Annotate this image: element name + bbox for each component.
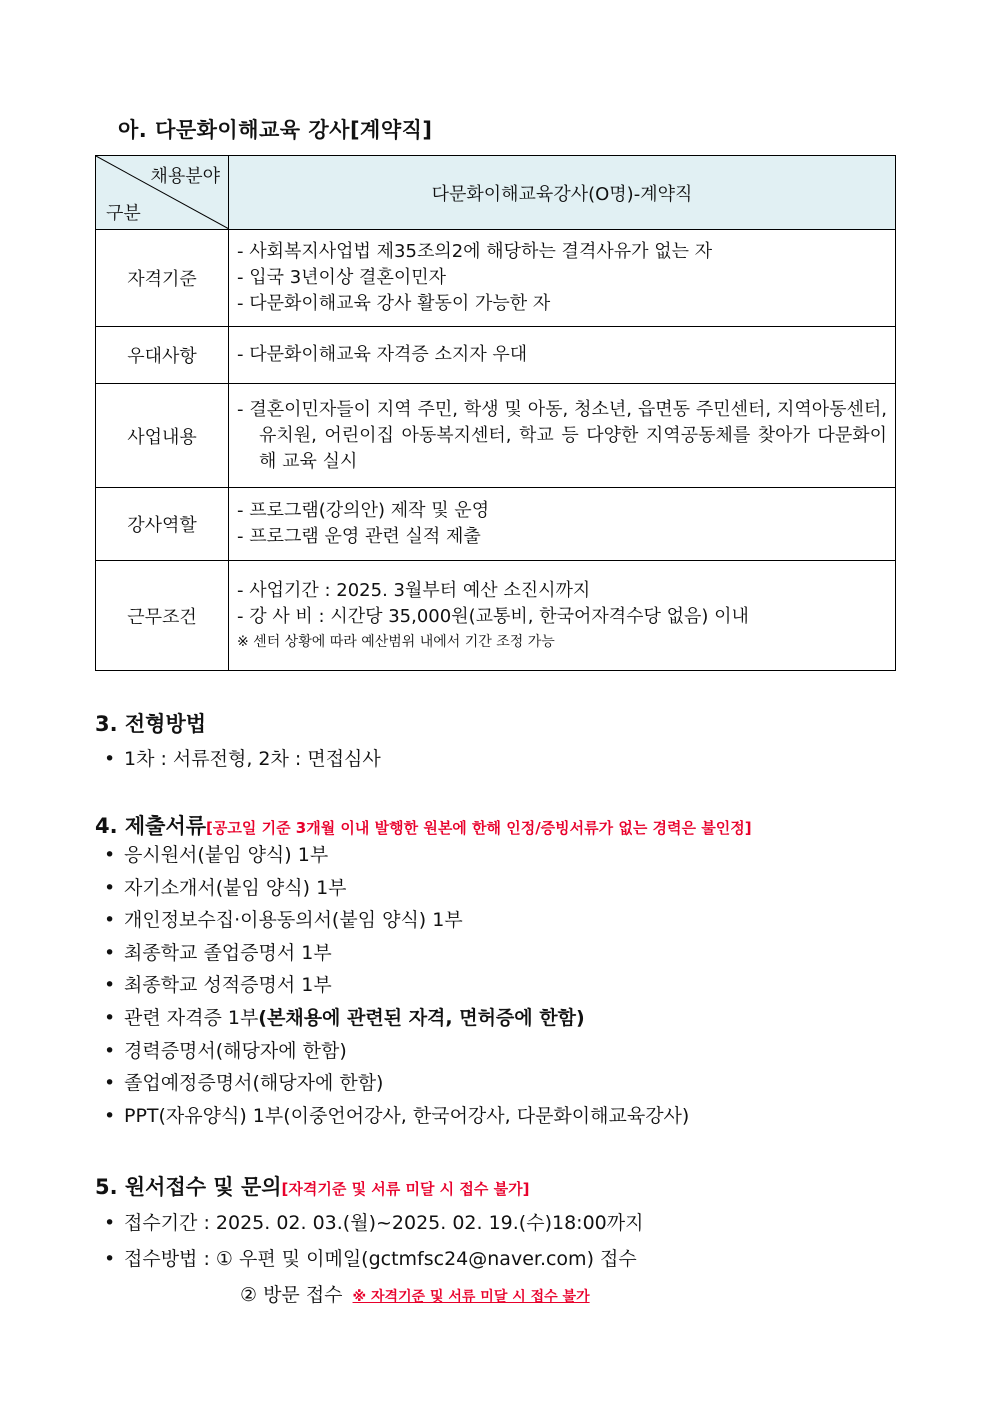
list-item: • 접수방법 : ① 우편 및 이메일(gctmfsc24@naver.com) 접수 [104,1248,637,1270]
section4-note: [공고일 기준 3개월 이내 발행한 원본에 한해 인정/증빙서류가 없는 경력은 불인정] [206,819,752,837]
row-content-preference [229,327,896,384]
header-field-label: 채용분야 [150,166,220,187]
list-item: • 1차 : 서류전형, 2차 : 면접심사 [104,748,381,770]
header-diagonal-cell [96,156,229,230]
conditions-line: - 사업기간 : 2025. 3월부터 예산 소진시까지 [237,579,591,601]
row-content-conditions [229,561,896,671]
role-line: - 프로그램 운영 관련 실적 제출 [237,526,481,547]
row-label-business: 사업내용 [96,384,229,488]
row-content-qualification [229,230,896,327]
list-item: • 졸업예정증명서(해당자에 한함) [104,1072,384,1094]
license-note: (본채용에 관련된 자격, 면허증에 한함) [258,1007,585,1029]
row-label-conditions: 근무조건 [96,561,229,671]
section5-title: 5. 원서접수 및 문의[자격기준 및 서류 미달 시 접수 불가] [95,1175,530,1199]
section-a-title: 아. 다문화이해교육 강사[계약직] [118,118,433,142]
business-text: - 결혼이민자들이 지역 주민, 학생 및 아동, 청소년, 읍면동 주민센터, 지역아동센터, 유치원, 어린이집 아동복지센터, 학교 등 다양한 지역공동체를 찾아가 다문화이해 교육 실시 [237,398,887,472]
section3-title: 3. 전형방법 [95,712,207,736]
list-item: • PPT(자유양식) 1부(이중언어강사, 한국어강사, 다문화이해교육강사) [104,1105,690,1127]
method-warning: ※ 자격기준 및 서류 미달 시 접수 불가 [352,1289,590,1305]
section4-title: 4. 제출서류[공고일 기준 3개월 이내 발행한 원본에 한해 인정/증빙서류가 없는 경력은 불인정] [95,814,752,838]
list-item: • 개인정보수집·이용동의서(붙임 양식) 1부 [104,909,463,931]
role-line: - 프로그램(강의안) 제작 및 운영 [237,500,490,521]
row-content-role [229,488,896,561]
recruitment-table [95,155,896,671]
row-label-role: 강사역할 [96,488,229,561]
header-field-value: 다문화이해교육강사(O명)-계약직 [229,156,896,230]
row-content-business [229,384,896,488]
header-category-label: 구분 [106,203,141,224]
section5-note: [자격기준 및 서류 미달 시 접수 불가] [281,1180,530,1198]
method-visit: ② 방문 접수 ※ 자격기준 및 서류 미달 시 접수 불가 [240,1284,590,1306]
conditions-line: - 강 사 비 : 시간당 35,000원(교통비, 한국어자격수당 없음) 이내 [237,605,749,627]
list-item: • 자기소개서(붙임 양식) 1부 [104,877,347,899]
row-label-preference: 우대사항 [96,327,229,384]
qualification-line: - 입국 3년이상 결혼이민자 [237,267,446,288]
qualification-line: - 다문화이해교육 강사 활동이 가능한 자 [237,293,551,314]
list-item: • 경력증명서(해당자에 한함) [104,1040,347,1062]
list-item: • 최종학교 졸업증명서 1부 [104,942,332,964]
qualification-line: - 사회복지사업법 제35조의2에 해당하는 결격사유가 없는 자 [237,241,713,262]
row-label-qualification: 자격기준 [96,230,229,327]
list-item: • 관련 자격증 1부(본채용에 관련된 자격, 면허증에 한함) [104,1007,585,1029]
conditions-note: ※ 센터 상황에 따라 예산범위 내에서 기간 조정 가능 [237,633,555,650]
list-item: • 최종학교 성적증명서 1부 [104,974,332,996]
list-item: • 응시원서(붙임 양식) 1부 [104,844,329,866]
preference-line: - 다문화이해교육 자격증 소지자 우대 [237,344,528,365]
list-item: • 접수기간 : 2025. 02. 03.(월)~2025. 02. 19.(수)18:00까지 [104,1212,644,1234]
